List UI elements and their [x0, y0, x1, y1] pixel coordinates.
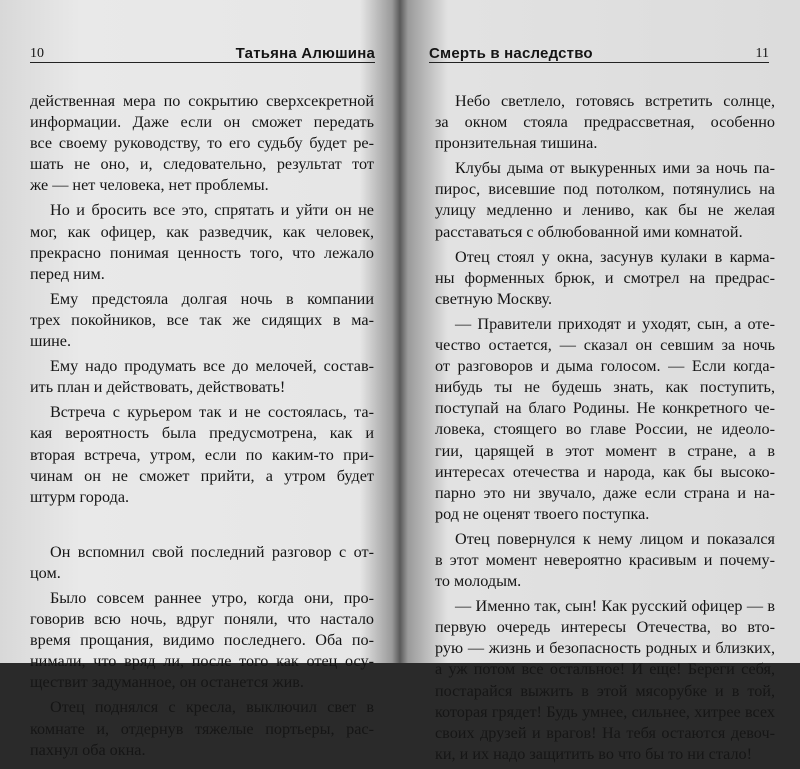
text-line: чество остается, — сказал он севшим за ночь [435, 336, 775, 355]
text-line: трех покойников, все так же сидящих в ма- [30, 310, 374, 329]
text-line: а уж потом все остальное! И еще! Береги себя, [435, 660, 775, 679]
text-line: время прощания, видимо последнего. Оба по- [30, 631, 374, 650]
text-line: вторая встреча, утром, если по каким-то при- [30, 445, 374, 464]
paragraph [435, 247, 775, 310]
running-head: Смерть в наследство [429, 45, 593, 62]
text-line: мог, как офицер, как разведчик, как человек, [30, 222, 374, 241]
text-line: Отец повернулся к нему лицом и показался [455, 529, 775, 548]
text-line: то молодым. [435, 572, 522, 591]
text-line: которая грядет! Будь умнее, сильнее, хитрее всех [435, 702, 775, 721]
text-line: нимали, что вряд ли, после того как отец осу- [30, 652, 374, 671]
text-line: цом. [30, 563, 61, 582]
section-break [30, 512, 374, 542]
text-line: ловека, стоящего во главе России, не идеоло- [435, 420, 775, 439]
text-line: Небо светлело, готовясь встретить солнце, [455, 92, 775, 110]
text-line: Встреча с курьером так и не состоялась, та- [50, 403, 374, 422]
text-line: ществит задуманное, он останется жив. [30, 673, 304, 692]
text-line: нибудь ты не будешь знать, как поступить, [435, 378, 775, 397]
text-line: род не оценят твоего поступка. [435, 504, 650, 523]
text-line: пирос, висевшие под потолком, потянулись на [435, 180, 775, 199]
text-line: ны форменных брюк, и смотрел на предрас- [435, 268, 775, 287]
text-line: — Правители приходят и уходят, сын, а оте- [455, 314, 775, 333]
text-line: Но и бросить все это, спрятать и уйти он не [50, 201, 374, 220]
text-line: гии, царящей в этот момент в стране, а в [435, 441, 775, 460]
page-number: 11 [755, 46, 769, 61]
text-line: рую — жизнь и безопасность родных и близких, [435, 639, 775, 658]
left-page-header [30, 40, 375, 63]
paragraph [30, 697, 374, 760]
text-line: все своему руководству, то его судьбу будет ре- [30, 134, 374, 153]
page-number: 10 [30, 46, 44, 61]
text-line: ить план и действовать, действовать! [30, 378, 286, 397]
text-line: комнате и, отдернув тяжелые портьеры, рас- [30, 719, 374, 738]
paragraph [435, 529, 775, 592]
text-line: первую очередь интересы Отечества, во вто- [435, 618, 775, 637]
text-line: Было совсем раннее утро, когда они, про- [50, 588, 374, 607]
text-line: действенная мера по сокрытию сверхсекретной [30, 92, 374, 110]
text-line: Ему надо продумать все до мелочей, состав- [50, 357, 374, 376]
paragraph [435, 314, 775, 525]
text-line: штурм города. [30, 487, 130, 506]
paragraph [30, 289, 374, 352]
text-line: прекрасно понимая ценность того, что лежало [30, 243, 374, 262]
text-line: Отец поднялся с кресла, выключил свет в [50, 698, 374, 717]
text-line: же — нет человека, нет проблемы. [30, 176, 269, 195]
text-line: Клубы дыма от выкуренных ими за ночь па- [455, 159, 775, 178]
paragraph [30, 402, 374, 507]
left-page-body [30, 91, 374, 765]
paragraph [435, 596, 775, 765]
right-page-body [435, 91, 775, 769]
paragraph [435, 91, 775, 154]
text-line: от разговоров и дыма голосом. — Если когда- [435, 357, 775, 376]
text-line: Он вспомнил свой последний разговор с от- [50, 542, 374, 561]
text-line: ки, и их надо защитить во что бы то ни стало! [435, 744, 752, 763]
text-line: информации. Даже если он сможет передать [30, 113, 374, 132]
right-page [405, 0, 800, 763]
text-line: пахнул оба окна. [30, 740, 146, 759]
text-line: говорив всю ночь, вдруг поняли, что настало [30, 610, 374, 629]
text-line: поступай на благо Родины. Не конкретного че- [435, 399, 775, 418]
text-line: за окном стояла предрассветная, особенно [435, 113, 775, 132]
text-line: шине. [30, 332, 72, 351]
text-line: Ему предстояла долгая ночь в компании [50, 289, 374, 308]
text-line: Отец стоял у окна, засунув кулаки в карма- [455, 247, 775, 266]
text-line: светную Москву. [435, 289, 553, 308]
paragraph [30, 542, 374, 584]
text-line: постарайся выжить в этой мясорубке и в той, [435, 681, 775, 700]
paragraph [30, 91, 374, 196]
text-line: в этот момент невероятно красивым и почему- [435, 550, 775, 569]
right-page-header [429, 40, 769, 63]
text-line: своих друзей и врагов! На тебя остаются девоч- [435, 723, 775, 742]
text-line: шать не оно, и, следовательно, результат тот [30, 155, 374, 174]
paragraph [30, 200, 374, 284]
text-line: — Именно так, сын! Как русский офицер — в [455, 597, 775, 616]
text-line: кая вероятность была предусмотрена, как и [30, 424, 374, 443]
paragraph [30, 588, 374, 693]
text-line: расставаться с облюбованной ими комнатой. [435, 222, 743, 241]
paragraph [30, 356, 374, 398]
left-page [0, 0, 395, 759]
text-line: перед ним. [30, 264, 105, 283]
text-line: улицу медленно и лениво, как бы не желая [435, 201, 775, 220]
text-line: парно это ни звучало, даже если страна и на- [435, 483, 775, 502]
paragraph [435, 158, 775, 242]
text-line: интересах отечества и народа, как бы высоко- [435, 462, 775, 481]
text-line: чинам он не сможет прийти, а утром будет [30, 466, 374, 485]
running-head: Татьяна Алюшина [235, 45, 375, 62]
text-line: пронзительная тишина. [435, 134, 598, 153]
